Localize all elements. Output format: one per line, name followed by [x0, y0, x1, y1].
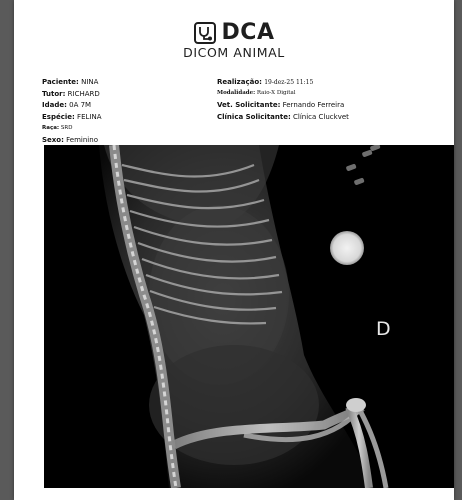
age-value: 0A 7M	[69, 101, 92, 109]
date-row	[217, 79, 313, 86]
side-marker: D	[376, 318, 391, 340]
brand-name: DCA	[221, 20, 275, 45]
logo	[14, 20, 454, 60]
sex-value: Feminino	[66, 136, 98, 144]
tutor-row	[42, 91, 100, 98]
vet-row	[217, 102, 344, 109]
clinic-row	[217, 114, 349, 121]
calibration-marker	[330, 231, 364, 265]
sex-label: Sexo:	[42, 136, 64, 144]
patient-name-row	[42, 79, 98, 86]
modality-label: Modalidade:	[217, 90, 256, 96]
patient-name-label: Paciente:	[42, 78, 79, 86]
vet-name: Fernando Ferreira	[282, 101, 345, 109]
breed-label: Raça:	[42, 125, 60, 131]
clinic-name: Clínica Cluckvet	[293, 113, 349, 121]
radiograph-image	[44, 145, 454, 488]
species-value: FELINA	[77, 113, 102, 121]
age-label: Idade:	[42, 101, 67, 109]
clinic-label: Clínica Solicitante:	[217, 113, 291, 121]
vet-label: Vet. Solicitante:	[217, 101, 281, 109]
patient-name: NINA	[81, 78, 99, 86]
brand-subtitle: DICOM ANIMAL	[183, 45, 285, 60]
radiograph-drawing	[44, 145, 454, 488]
breed-value: SRD	[60, 125, 73, 131]
tutor-label: Tutor:	[42, 90, 66, 98]
stethoscope-logo-icon	[194, 22, 216, 44]
breed-row	[42, 126, 72, 132]
tutor-name: RICHARD	[67, 90, 100, 98]
species-row	[42, 114, 102, 121]
report-page	[14, 0, 454, 500]
modality-row	[217, 91, 296, 97]
species-label: Espécie:	[42, 113, 75, 121]
date-label: Realização:	[217, 78, 262, 86]
age-row	[42, 102, 91, 109]
sex-row	[42, 137, 98, 144]
modality-value: Raio-X Digital	[256, 90, 296, 96]
date-value: 19-dez-25 11:15	[264, 79, 314, 86]
